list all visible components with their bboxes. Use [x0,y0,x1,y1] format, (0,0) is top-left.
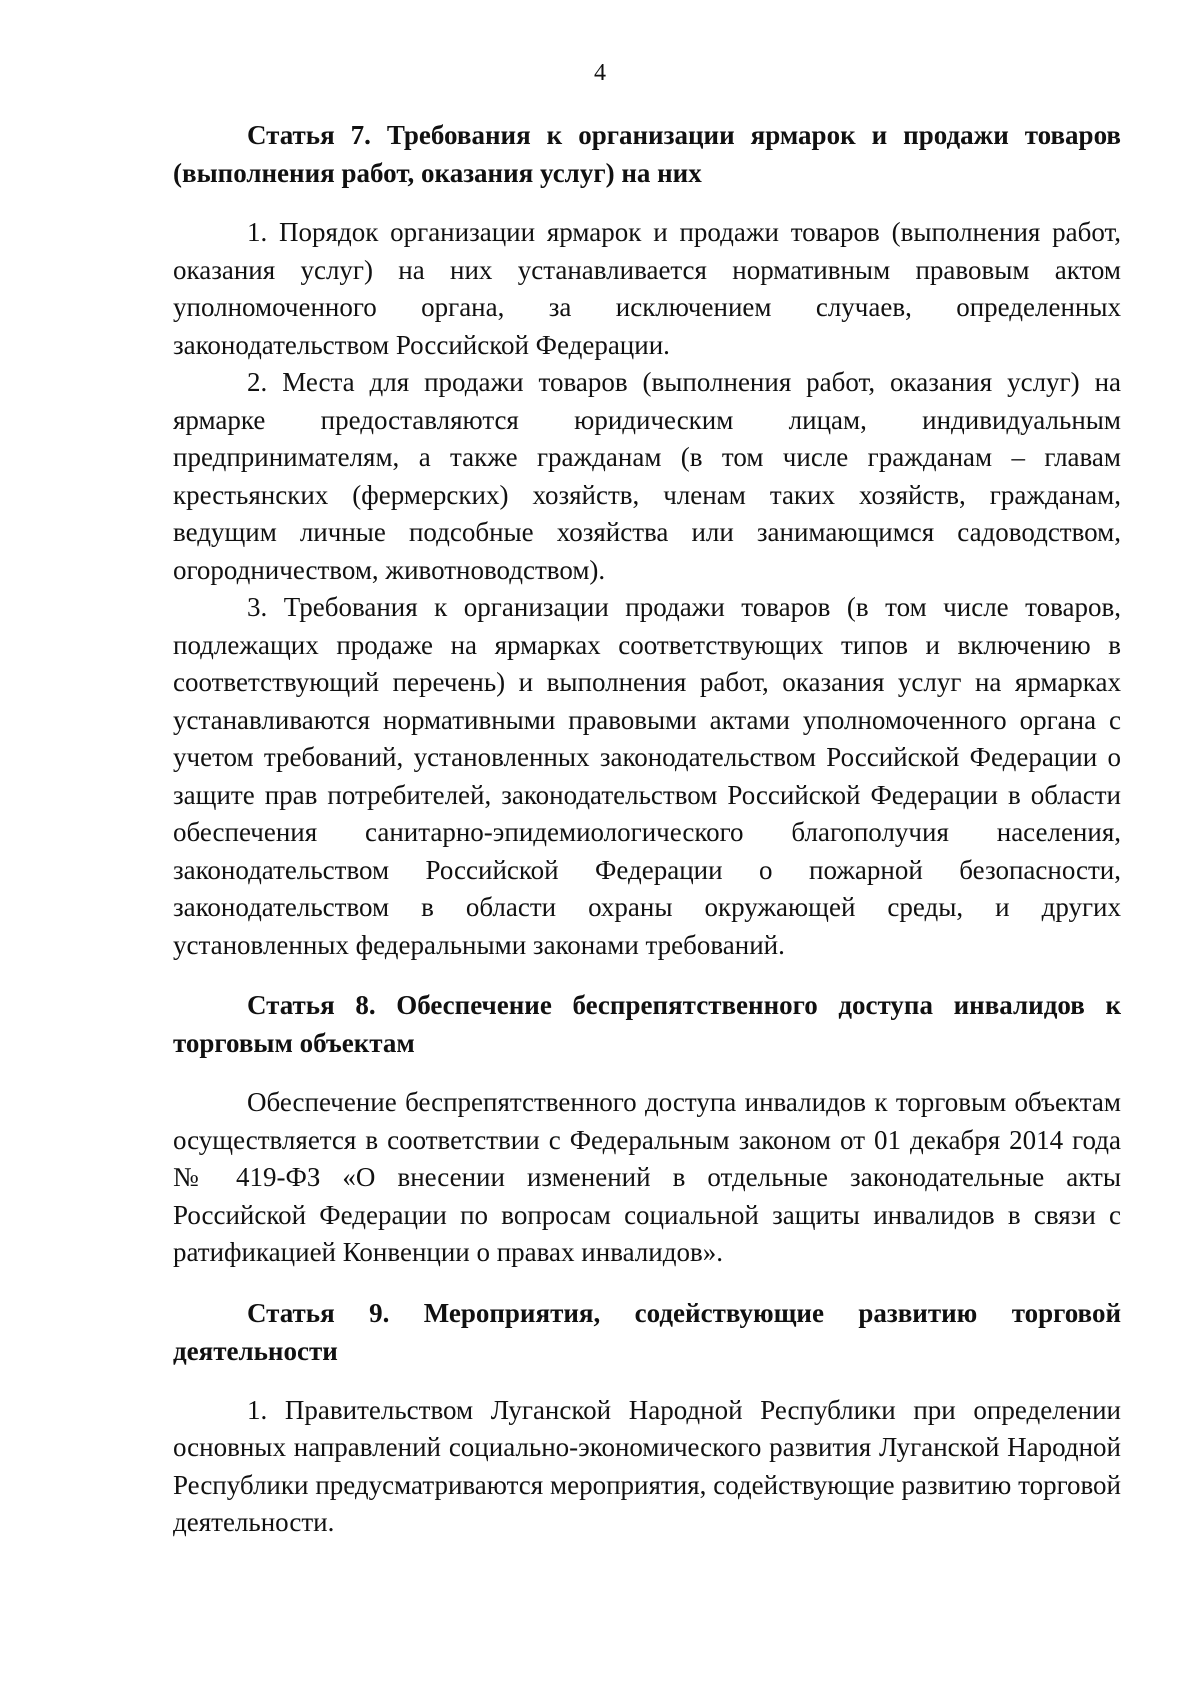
article-7-paragraph-2: 2. Места для продажи товаров (выполнения работ, оказания услуг) на ярмарке предоставляются юридическим лицам, индивидуальным предпринимателям, а также гражданам (в том числе гражданам – главам крестьянских (фермерских) хозяйств, членам таких хозяйств, гражданам, ведущим личные подсобные хозяйства или занимающимся садоводством, огородничеством, животноводством). [173,367,1121,585]
article-7 [173,116,1121,964]
document-body [173,116,1121,1542]
article-8-heading: Статья 8. Обеспечение беспрепятственного доступа инвалидов к торговым объектам [173,990,1121,1058]
article-8 [173,986,1121,1272]
article-7-paragraph-1: 1. Порядок организации ярмарок и продажи товаров (выполнения работ, оказания услуг) на них устанавливается нормативным правовым актом уполномоченного органа, за исключением случаев, определенных законодательством Российской Федерации. [173,217,1121,360]
article-8-paragraph-1: Обеспечение беспрепятственного доступа инвалидов к торговым объектам осуществляется в соответствии с Федеральным законом от 01 декабря 2014 года № 419-ФЗ «О внесении изменений в отдельные законодательные акты Российской Федерации по вопросам социальной защиты инвалидов в связи с ратификацией Конвенции о правах инвалидов». [173,1087,1121,1267]
article-9-heading: Статья 9. Мероприятия, содействующие развитию торговой деятельности [173,1297,1121,1366]
page-number: 4 [594,60,606,86]
article-7-heading: Статья 7. Требования к организации ярмарок и продажи товаров (выполнения работ, оказания услуг) на них [173,120,1121,188]
article-9 [173,1294,1121,1542]
article-7-paragraph-3: 3. Требования к организации продажи товаров (в том числе товаров, подлежащих продаже на ярмарках соответствующих типов и включению в соответствующий перечень) и выполнения работ, оказания услуг на ярмарках устанавливаются нормативными правовыми актами уполномоченного органа с учетом требований, установленных законодательством Российской Федерации о защите прав потребителей, законодательством Российской Федерации в области обеспечения санитарно-эпидемиологического благополучия населения, законодательством Российской Федерации о пожарной безопасности, законодательством в области охраны окружающей среды, и других установленных федеральными законами требований. [173,592,1121,960]
article-9-paragraph-1: 1. Правительством Луганской Народной Республики при определении основных направлений социально-экономического развития Луганской Народной Республики предусматриваются мероприятия, содействующие развитию торговой деятельности. [173,1394,1121,1537]
